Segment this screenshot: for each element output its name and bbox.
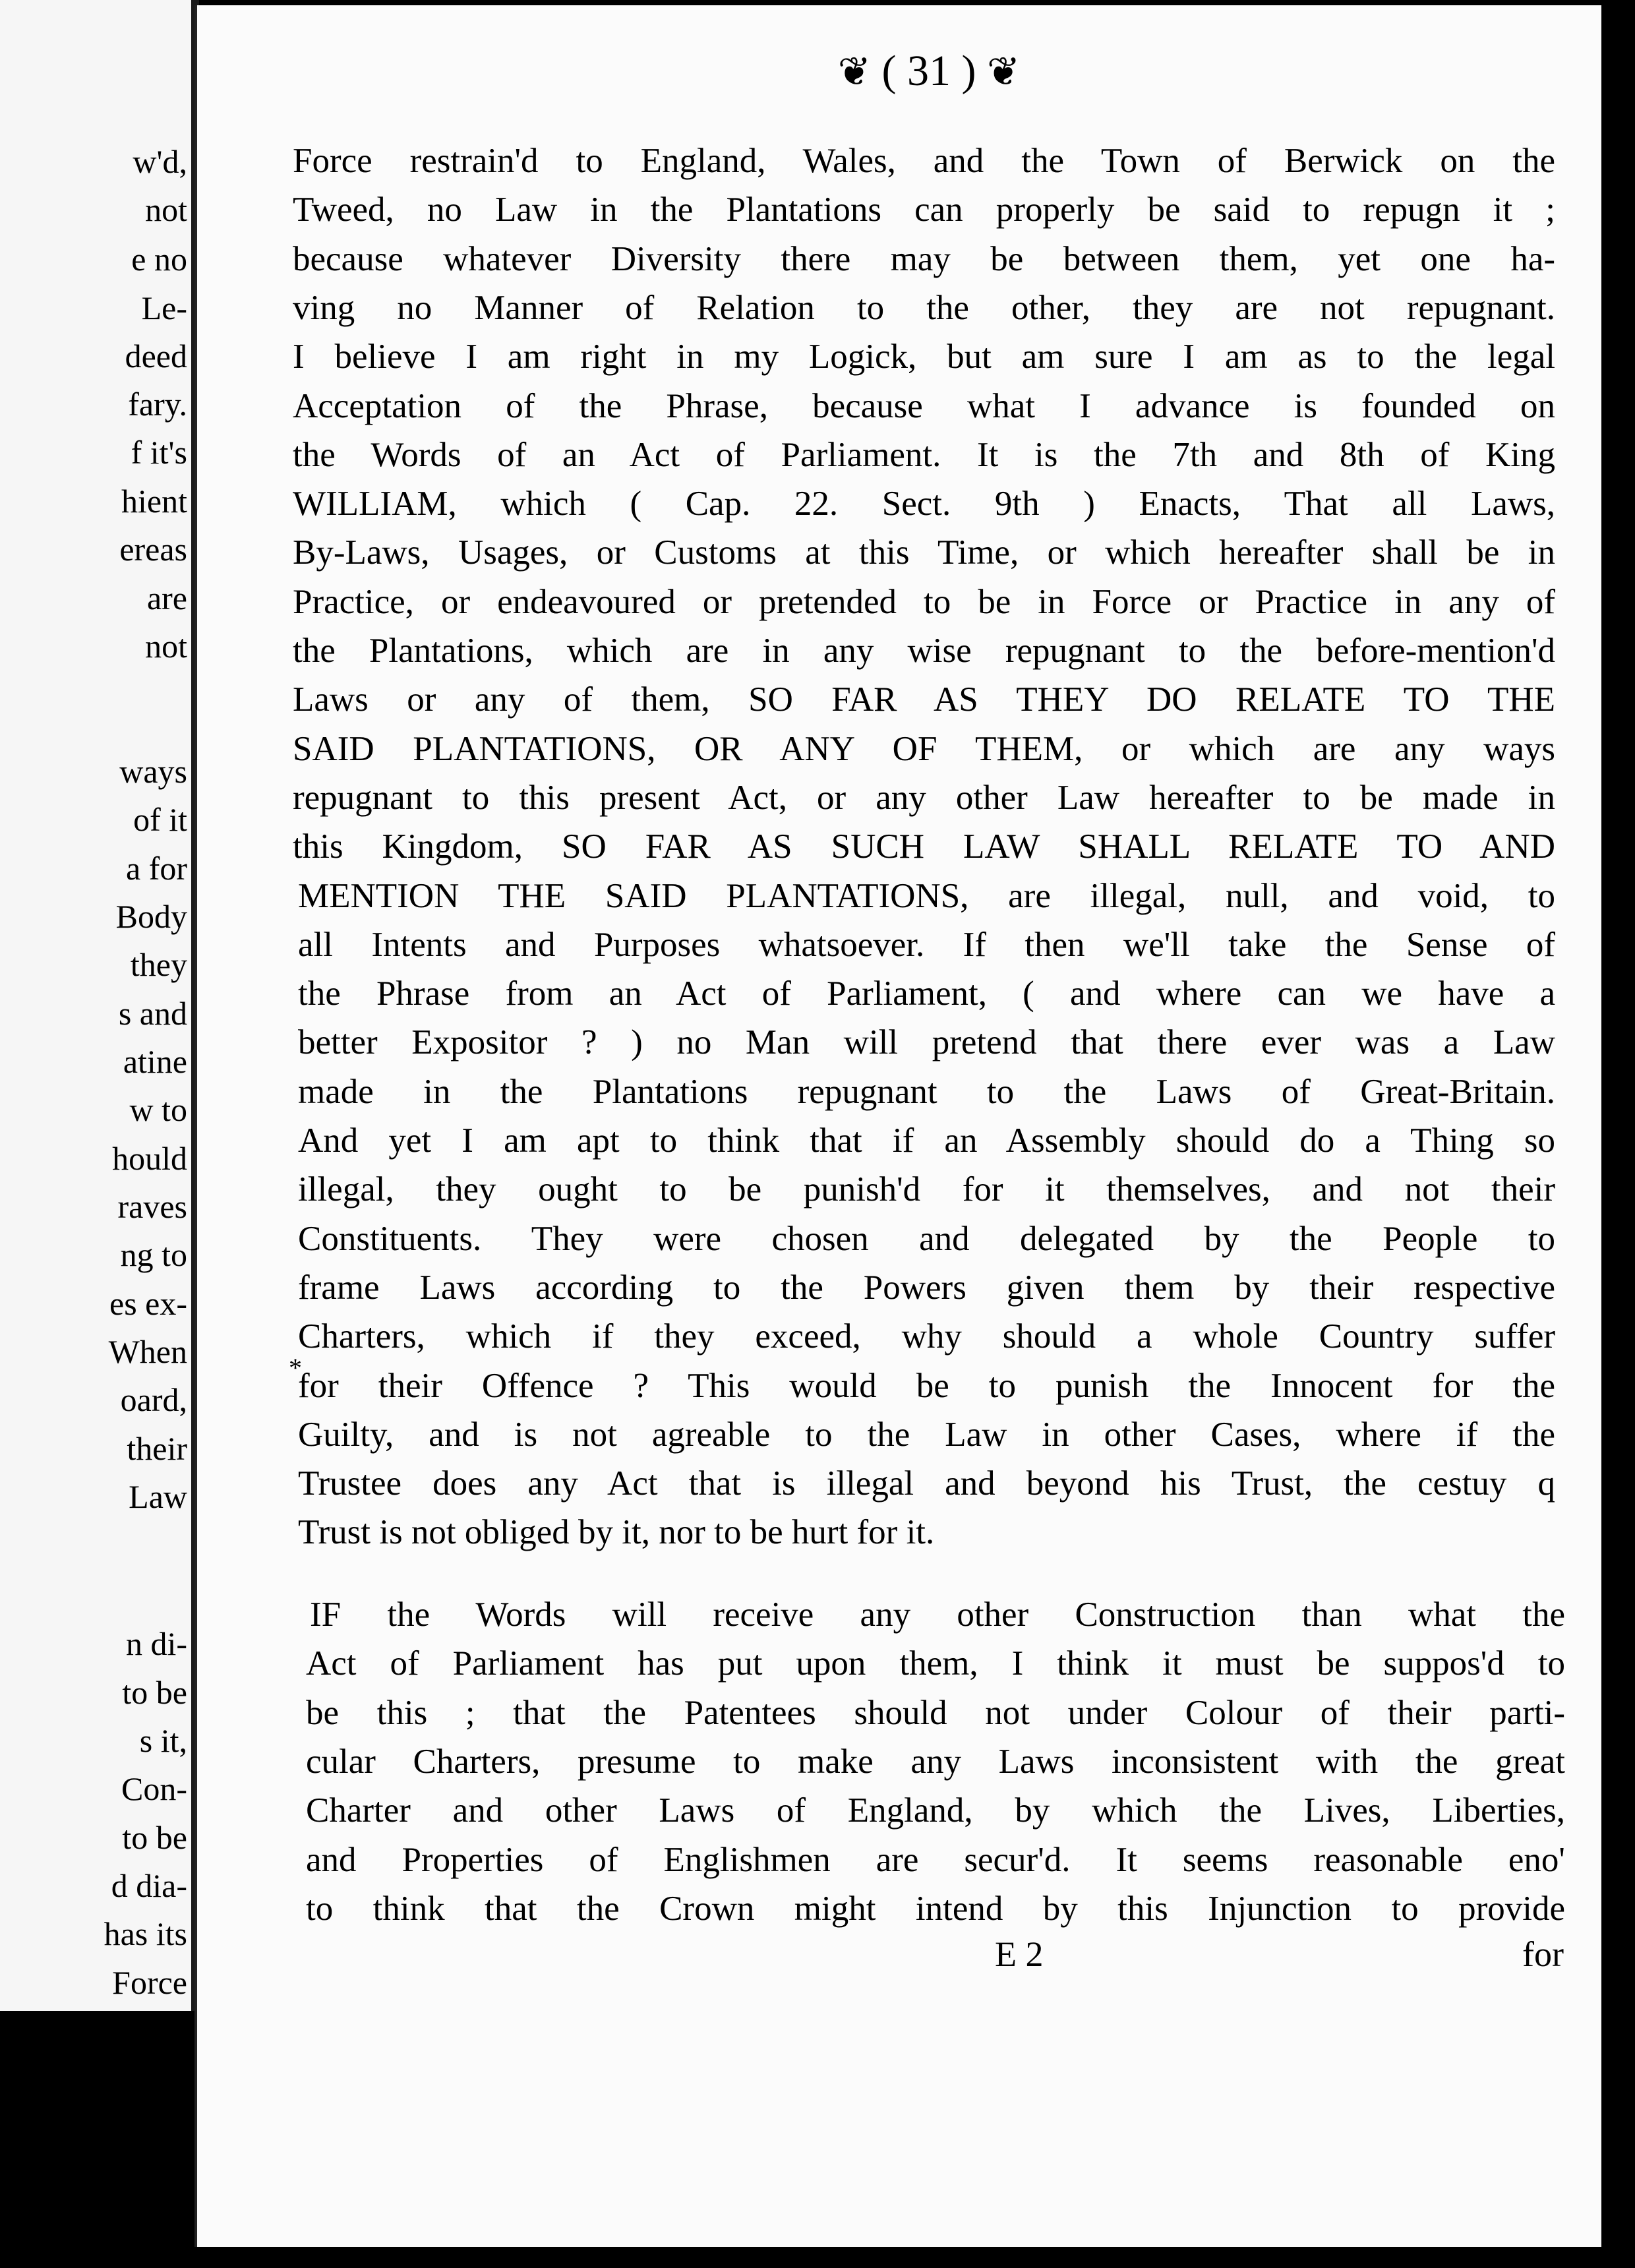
facing-page-fragment-line: a for bbox=[126, 850, 187, 887]
facing-page-fragment-line: Le- bbox=[141, 289, 187, 326]
facing-page-fragment-line: deed bbox=[125, 338, 187, 374]
facing-page-fragment-line: d dia- bbox=[111, 1867, 187, 1904]
text-line: repugnant to this present Act, or any other Law hereafter to be made in bbox=[293, 778, 1555, 817]
text-line: Practice, or endeavoured or pretended to be in Force or Practice in any of bbox=[293, 582, 1555, 621]
text-line: Laws or any of them, SO FAR AS THEY DO RELATE TO THE bbox=[293, 680, 1555, 719]
text-line: Act of Parliament has put upon them, I think it must be suppos'd to bbox=[306, 1644, 1565, 1683]
fleuron-left-icon: ❦ bbox=[837, 50, 872, 94]
facing-page-fragment-line: e no bbox=[131, 241, 187, 278]
text-line: better Expositor ? ) no Man will pretend that there ever was a Law bbox=[298, 1023, 1555, 1062]
facing-page-fragment-line: to be bbox=[122, 1819, 187, 1856]
facing-page-fragment-line: w'd, bbox=[133, 143, 187, 180]
text-line: the Words of an Act of Parliament. It is the 7th and 8th of King bbox=[293, 435, 1555, 474]
facing-page-fragment-line: fary. bbox=[128, 386, 187, 423]
text-line: Acceptation of the Phrase, because what I advance is founded on bbox=[293, 386, 1555, 425]
facing-page-fragment-line: not bbox=[145, 191, 187, 228]
text-line: SAID PLANTATIONS, OR ANY OF THEM, or which are any ways bbox=[293, 729, 1555, 768]
facing-page-fragment-line: hould bbox=[112, 1140, 187, 1177]
text-line: made in the Plantations repugnant to the Laws of Great-Britain. bbox=[298, 1072, 1555, 1111]
facing-page-fragment-line: Law bbox=[129, 1478, 187, 1515]
text-line: I believe I am right in my Logick, but am sure I am as to the legal bbox=[293, 338, 1555, 376]
text-line: and Properties of Englishmen are secur'd. It seems reasonable eno' bbox=[306, 1840, 1565, 1879]
text-line: to think that the Crown might intend by this Injunction to provide bbox=[306, 1889, 1565, 1928]
facing-page-fragment-line: ereas bbox=[119, 531, 187, 568]
text-line: Trust is not obliged by it, nor to be hurt for it. bbox=[298, 1513, 935, 1552]
facing-page-fragment-line: are bbox=[146, 580, 187, 616]
text-line: because whatever Diversity there may be between them, yet one ha- bbox=[293, 239, 1555, 278]
facing-page-fragment-line: ways bbox=[119, 753, 187, 790]
facing-page-fragment-line: raves bbox=[117, 1188, 187, 1225]
text-line: the Phrase from an Act of Parliament, ( and where can we have a bbox=[298, 974, 1555, 1013]
text-line: Charter and other Laws of England, by which the Lives, Liberties, bbox=[306, 1791, 1565, 1830]
text-line: illegal, they ought to be punish'd for it themselves, and not their bbox=[298, 1170, 1555, 1209]
facing-page-fragment-line: w to bbox=[129, 1091, 187, 1128]
catchword: for bbox=[1522, 1934, 1564, 1974]
text-line: Charters, which if they exceed, why should a whole Country suffer bbox=[298, 1317, 1555, 1356]
text-line: frame Laws according to the Powers given them by their respective bbox=[298, 1268, 1555, 1307]
facing-page-fragment-line: has its bbox=[104, 1915, 187, 1952]
facing-page-fragment-line: hient bbox=[121, 483, 187, 520]
facing-page-fragment-line: of it bbox=[133, 801, 187, 838]
text-line: MENTION THE SAID PLANTATIONS, are illegal, null, and void, to bbox=[298, 876, 1555, 915]
text-line: IF the Words will receive any other Construction than what the bbox=[310, 1596, 1565, 1634]
book-page bbox=[194, 5, 1601, 2247]
text-line: the Plantations, which are in any wise repugnant to the before-mention'd bbox=[293, 632, 1555, 670]
text-line: be this ; that the Patentees should not under Colour of their parti- bbox=[306, 1693, 1565, 1732]
text-line: Trustee does any Act that is illegal and beyond his Trust, the cestuy q bbox=[298, 1464, 1555, 1503]
signature-mark: E 2 bbox=[995, 1934, 1044, 1974]
facing-page-fragment-line: their bbox=[127, 1430, 187, 1467]
text-line: all Intents and Purposes whatsoever. If then we'll take the Sense of bbox=[298, 925, 1555, 964]
facing-page-fragment-line: f it's bbox=[131, 434, 187, 471]
facing-page-fragment-line: n di- bbox=[125, 1625, 187, 1662]
fleuron-right-icon: ❦ bbox=[986, 50, 1021, 94]
text-line: And yet I am apt to think that if an Assembly should do a Thing so bbox=[298, 1121, 1555, 1160]
text-line: Constituents. They were chosen and delegated by the People to bbox=[298, 1219, 1555, 1258]
page-number: ( 31 ) bbox=[881, 47, 976, 95]
facing-page-fragment-line: Force bbox=[112, 1964, 187, 2001]
facing-page-fragment-line: s it, bbox=[139, 1722, 187, 1759]
text-line: Guilty, and is not agreable to the Law in other Cases, where if the bbox=[298, 1415, 1555, 1454]
text-line: By-Laws, Usages, or Customs at this Time, or which hereafter shall be in bbox=[293, 533, 1555, 572]
margin-asterisk: * bbox=[289, 1353, 302, 1383]
text-line: for their Offence ? This would be to punish the Innocent for the bbox=[298, 1366, 1555, 1405]
text-line: this Kingdom, SO FAR AS SUCH LAW SHALL RELATE TO AND bbox=[293, 827, 1555, 866]
page-header bbox=[698, 45, 1160, 98]
facing-page-fragment-line: oard, bbox=[120, 1381, 187, 1418]
facing-page-fragment-line: not bbox=[145, 628, 187, 665]
facing-page-fragment bbox=[0, 0, 191, 2011]
facing-page-fragment-line: s and bbox=[118, 995, 187, 1032]
facing-page-fragment-line: ng to bbox=[120, 1236, 187, 1273]
text-line: Force restrain'd to England, Wales, and the Town of Berwick on the bbox=[293, 142, 1555, 180]
text-line: ving no Manner of Relation to the other, they are not repugnant. bbox=[293, 288, 1555, 327]
text-line: Tweed, no Law in the Plantations can properly be said to repugn it ; bbox=[293, 191, 1555, 229]
text-line: cular Charters, presume to make any Laws inconsistent with the great bbox=[306, 1742, 1565, 1781]
facing-page-fragment-line: atine bbox=[123, 1043, 187, 1080]
text-line: WILLIAM, which ( Cap. 22. Sect. 9th ) Enacts, That all Laws, bbox=[293, 485, 1555, 523]
facing-page-fragment-line: to be bbox=[122, 1674, 187, 1711]
facing-page-fragment-line: they bbox=[130, 946, 187, 983]
facing-page-fragment-line: es ex- bbox=[109, 1285, 187, 1322]
facing-page-fragment-line: When bbox=[108, 1333, 187, 1370]
facing-page-fragment-line: Con- bbox=[121, 1770, 187, 1807]
facing-page-fragment-line: Body bbox=[115, 898, 187, 935]
